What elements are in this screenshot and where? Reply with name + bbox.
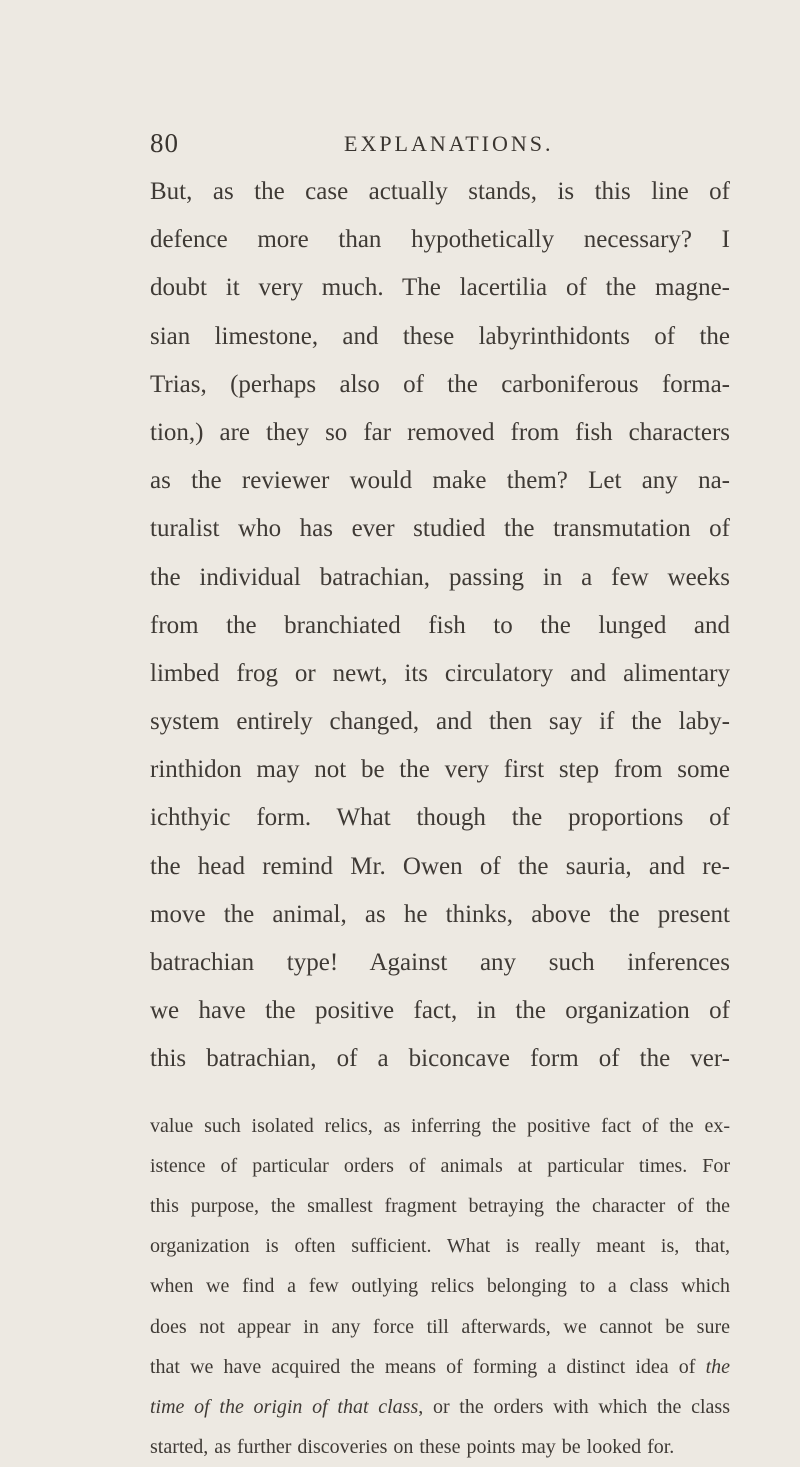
line-text: , or the orders with which the class: [418, 1395, 730, 1418]
body-text: [150, 168, 730, 1467]
text-line: [150, 1387, 730, 1427]
text-line: does not appear in any force till afterwards, we cannot be sure: [150, 1315, 730, 1338]
text-line: as the reviewer would make them? Let any na-: [150, 467, 730, 495]
text-line: [150, 1347, 730, 1387]
text-line: organization is often sufficient. What is really meant is, that,: [150, 1235, 730, 1258]
text-line: we have the positive fact, in the organization of: [150, 997, 730, 1025]
text-line: limbed frog or newt, its circulatory and alimentary: [150, 659, 730, 687]
text-line: Trias, (perhaps also of the carboniferous forma-: [150, 370, 730, 398]
text-line: value such isolated relics, as inferring the positive fact of the ex-: [150, 1114, 730, 1137]
text-line: defence more than hypothetically necessary? I: [150, 226, 730, 254]
italic-text: time of the origin of that class: [150, 1395, 419, 1418]
main-paragraph: [150, 168, 730, 1084]
text-line: doubt it very much. The lacertilia of the magne-: [150, 274, 730, 302]
text-line: from the branchiated fish to the lunged and: [150, 611, 730, 639]
text-line: started, as further discoveries on these points may be looked for.: [150, 1436, 675, 1459]
text-line: the individual batrachian, passing in a few weeks: [150, 563, 730, 591]
line-text: that we have acquired the means of forming a distinct idea of: [150, 1355, 706, 1378]
page-header: [150, 128, 720, 164]
text-line: sian limestone, and these labyrinthidonts of the: [150, 322, 730, 350]
text-line: turalist who has ever studied the transmutation of: [150, 515, 730, 543]
footnote-paragraph: [150, 1106, 730, 1467]
text-line: rinthidon may not be the very first step from some: [150, 756, 730, 784]
text-line: But, as the case actually stands, is this line of: [150, 178, 730, 205]
text-line: ichthyic form. What though the proportions of: [150, 804, 730, 832]
page-number: 80: [150, 128, 179, 158]
text-line: this batrachian, of a biconcave form of the ver-: [150, 1045, 730, 1073]
text-line: move the animal, as he thinks, above the present: [150, 900, 730, 928]
text-line: system entirely changed, and then say if the laby-: [150, 708, 730, 736]
running-head: EXPLANATIONS.: [344, 131, 554, 156]
text-line: this purpose, the smallest fragment betraying the character of the: [150, 1194, 730, 1217]
text-line: the head remind Mr. Owen of the sauria, and re-: [150, 852, 730, 880]
italic-text: the: [705, 1355, 730, 1378]
text-line: batrachian type! Against any such inferences: [150, 949, 730, 976]
text-line: when we find a few outlying relics belonging to a class which: [150, 1275, 730, 1298]
text-line: istence of particular orders of animals at particular times. For: [150, 1154, 730, 1177]
text-line: tion,) are they so far removed from fish characters: [150, 418, 730, 446]
